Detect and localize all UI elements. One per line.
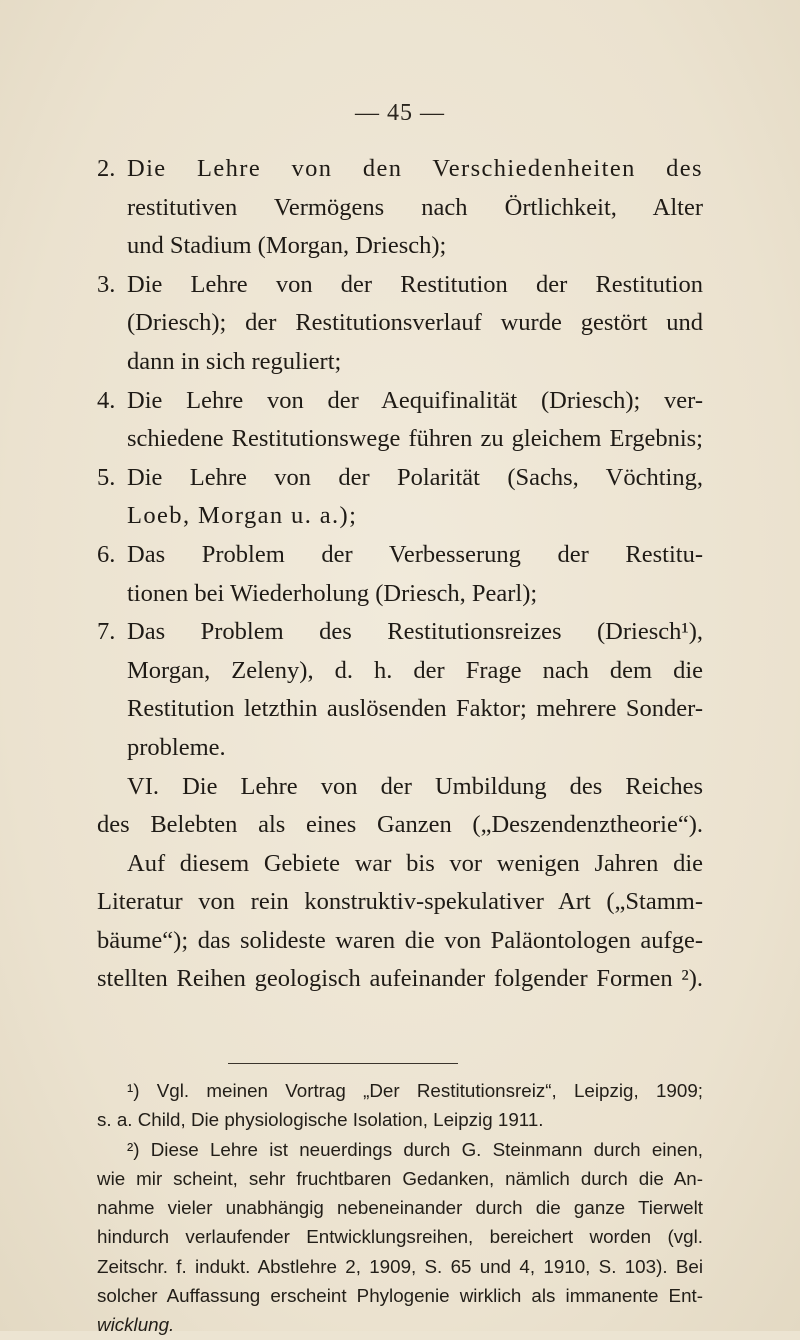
item-number: 2. [97, 155, 116, 182]
item-number: 7. [97, 618, 116, 646]
page-number: — 45 — [355, 100, 445, 126]
footnote-line: ¹) Vgl. meinen Vortrag „Der Restitutionsreiz“, Leipzig, 1909; [127, 1080, 703, 1101]
text-line: schiedene Restitutionswege führen zu gleichem Ergebnis; [127, 425, 703, 453]
list-item [97, 459, 703, 536]
footnote-2 [97, 1135, 703, 1340]
heading-line: des Belebten als eines Ganzen („Deszendenztheorie“). [97, 811, 703, 839]
text-line: Die Lehre von der Polarität (Sachs, Vöchting, [127, 463, 703, 491]
text-line: stellten Reihen geologisch aufeinander folgender Formen ²). [97, 965, 703, 993]
text-line: Loeb, Morgan u. a.); [127, 502, 358, 530]
text-line: dann in sich reguliert; [127, 347, 342, 375]
list-item [97, 613, 703, 767]
footnote-1 [97, 1076, 703, 1135]
footnote-line: nahme vieler unabhängig nebeneinander durch die ganze Tierwelt [97, 1197, 703, 1219]
text-line: Das Problem des Restitutionsreizes (Driesch¹), [127, 618, 703, 646]
footnote-divider [228, 1063, 458, 1064]
text-line: Die Lehre von der Aequifinalität (Driesch); ver- [127, 386, 703, 414]
section-heading-vi [97, 768, 703, 807]
footnote-line: solcher Auffassung erscheint Phylogenie wirklich als immanente Ent- [97, 1285, 703, 1307]
item-number: 6. [97, 540, 116, 568]
item-number: 4. [97, 386, 116, 414]
body-paragraph [97, 845, 703, 999]
footnote-line: Zeitschr. f. indukt. Abstlehre 2, 1909, S. 65 und 4, 1910, S. 103). Bei [97, 1255, 703, 1277]
footnote-line: ²) Diese Lehre ist neuerdings durch G. Steinmann durch einen, [127, 1138, 703, 1160]
footnotes [97, 1076, 703, 1340]
section-heading-continuation [97, 806, 703, 845]
main-text [97, 150, 703, 999]
text-line: bäume“); das solideste waren die von Paläontologen aufge- [97, 926, 703, 954]
footnote-line: hindurch verlaufender Entwicklungsreihen, bereichert worden (vgl. [97, 1226, 703, 1248]
text-line: probleme. [127, 733, 226, 761]
text-line: Restitution letzthin auslösenden Faktor; mehrere Sonder- [127, 695, 703, 723]
list-item [97, 266, 703, 382]
text-line: Die Lehre von der Restitution der Restitution [127, 270, 703, 298]
item-number: 3. [97, 270, 116, 298]
footnote-line: s. a. Child, Die physiologische Isolation, Leipzig 1911. [97, 1109, 544, 1131]
text-line: Die Lehre von den Verschiedenheiten des [127, 155, 703, 182]
text-line: Morgan, Zeleny), d. h. der Frage nach dem die [127, 656, 703, 684]
list-item [97, 150, 703, 266]
text-line: und Stadium (Morgan, Driesch); [127, 232, 447, 260]
footnote-line: wie mir scheint, sehr fruchtbaren Gedanken, nämlich durch die An- [97, 1167, 703, 1189]
list-item [97, 382, 703, 459]
footnote-line: wicklung. [97, 1314, 175, 1336]
text-line: tionen bei Wiederholung (Driesch, Pearl); [127, 579, 538, 607]
heading-line: VI. Die Lehre von der Umbildung des Reiches [127, 772, 703, 800]
text-line: restitutiven Vermögens nach Örtlichkeit, Alter [127, 193, 703, 221]
text-line: Literatur von rein konstruktiv-spekulativer Art („Stamm- [97, 888, 703, 916]
text-line: Auf diesem Gebiete war bis vor wenigen Jahren die [127, 849, 703, 877]
list-item [97, 536, 703, 613]
text-line: (Driesch); der Restitutionsverlauf wurde gestört und [127, 309, 703, 337]
item-number: 5. [97, 463, 116, 491]
text-line: Das Problem der Verbesserung der Restitu- [127, 540, 703, 568]
